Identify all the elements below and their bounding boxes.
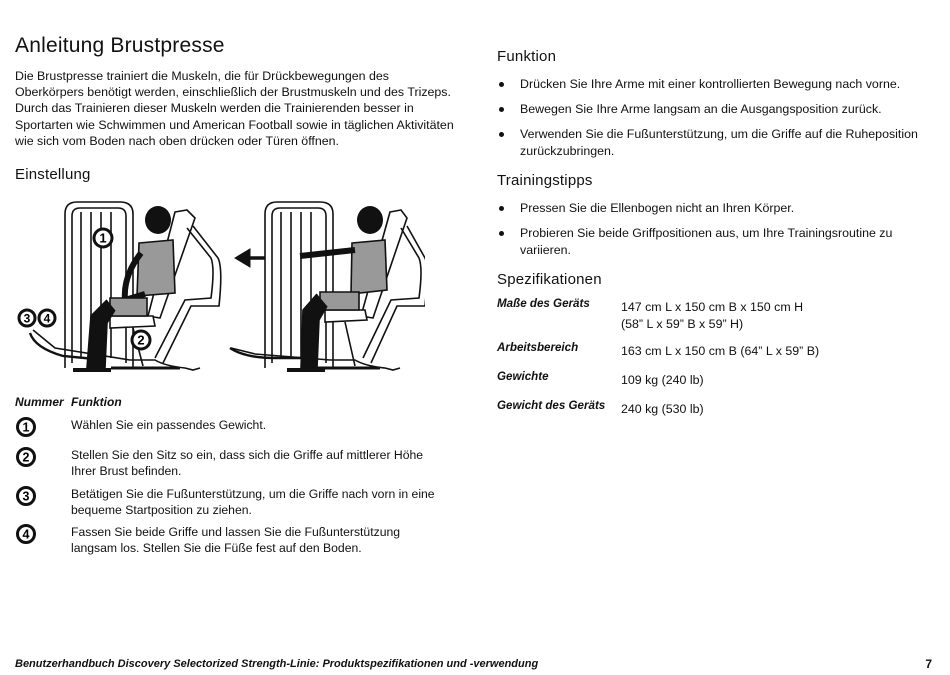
list-item: Probieren Sie beide Griffpositionen aus, um Ihre Trainingsroutine zu variieren.: [497, 225, 937, 258]
spec-value: 240 kg (530 lb): [621, 402, 704, 416]
step-text: Betätigen Sie die Fußunterstützung, um die Griffe nach vorn in eine bequeme Startposition zu ziehen.: [71, 487, 435, 517]
spec-value: 109 kg (240 lb): [621, 373, 704, 387]
trainingstipps-list: [497, 200, 937, 267]
spec-label: Gewichte: [497, 370, 549, 383]
spec-value: 163 cm L x 150 cm B (64” L x 59” B): [621, 344, 820, 358]
chest-press-illustration: [15, 198, 425, 383]
bullet-icon: [499, 231, 504, 236]
svg-text:4: 4: [22, 527, 30, 542]
page-footer: Benutzerhandbuch Discovery Selectorized Strength-Linie: Produktspezifikationen und -verwendung: [15, 658, 539, 670]
step-text: Stellen Sie den Sitz so ein, dass sich die Griffe auf mittlerer Höhe Ihrer Brust befinden.: [71, 448, 424, 478]
step-text: Fassen Sie beide Griffe und lassen Sie die Fußunterstützung langsam los. Stellen Sie die Füße fest auf den Boden.: [71, 525, 401, 555]
bullet-icon: [499, 206, 504, 211]
list-item: Pressen Sie die Ellenbogen nicht an Ihren Körper.: [497, 200, 937, 217]
spec-label: Arbeitsbereich: [497, 341, 579, 354]
spec-label: Maße des Geräts: [497, 297, 590, 310]
page-number: 7: [925, 657, 932, 671]
step-number-icon: [15, 446, 37, 468]
section-heading-spezifikationen: Spezifikationen: [497, 271, 602, 288]
section-heading-einstellung: Einstellung: [15, 166, 91, 183]
svg-text:1: 1: [99, 230, 107, 246]
funktion-list: [497, 76, 937, 168]
spec-label: Gewicht des Geräts: [497, 399, 606, 412]
step-number-icon: [15, 416, 37, 438]
intro-paragraph: Die Brustpresse trainiert die Muskeln, die für Drückbewegungen des Oberkörpers benötigt werden, einschließlich der Brustmuskeln und des Trizeps. Durch das Trainieren dieser Muskeln werden die Trainierenden besser in Sportarten wie Schwimmen und American Football sowie in täglichen Aktivitäten wie sich vom Boden nach oben drücken oder Türen öffnen.: [15, 69, 454, 148]
step-number-icon: [15, 485, 37, 507]
section-heading-trainingstipps: Trainingstipps: [497, 172, 593, 189]
page-title: Anleitung Brustpresse: [15, 34, 225, 57]
machine-left-figure: [30, 202, 221, 370]
column-header-number: Nummer: [15, 395, 64, 409]
callout-2: [132, 331, 150, 349]
callout-1: [94, 229, 112, 247]
column-header-function: Funktion: [71, 395, 122, 409]
list-item: Verwenden Sie die Fußunterstützung, um die Griffe auf die Ruheposition zurückzubringen.: [497, 126, 937, 159]
section-heading-funktion: Funktion: [497, 48, 557, 65]
bullet-icon: [499, 107, 504, 112]
svg-text:3: 3: [22, 489, 30, 504]
bullet-icon: [499, 132, 504, 137]
svg-text:3: 3: [23, 311, 31, 326]
bullet-icon: [499, 82, 504, 87]
list-item: Drücken Sie Ihre Arme mit einer kontrollierten Bewegung nach vorne.: [497, 76, 937, 93]
machine-right-figure: [230, 202, 425, 370]
svg-text:2: 2: [137, 332, 145, 348]
callout-4: [39, 310, 55, 326]
spec-value: 147 cm L x 150 cm B x 150 cm H (58” L x 59” B x 59” H): [621, 300, 804, 331]
svg-text:1: 1: [22, 420, 30, 435]
list-item: Bewegen Sie Ihre Arme langsam an die Ausgangsposition zurück.: [497, 101, 937, 118]
callout-3: [19, 310, 35, 326]
svg-text:4: 4: [43, 311, 51, 326]
step-text: Wählen Sie ein passendes Gewicht.: [71, 418, 267, 432]
svg-text:2: 2: [22, 450, 30, 465]
step-number-icon: [15, 523, 37, 545]
